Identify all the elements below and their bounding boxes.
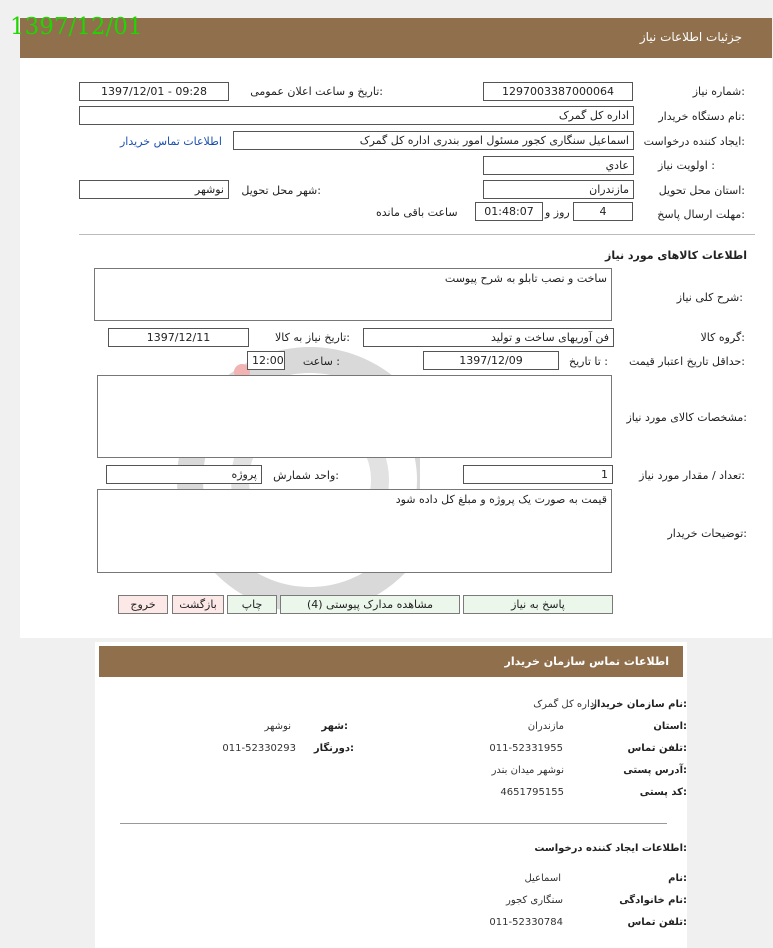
hour-label: ساعت :: [302, 355, 340, 368]
reply-button[interactable]: پاسخ به نیاز: [463, 595, 613, 614]
remaining-word: ساعت باقی مانده: [376, 206, 458, 219]
contact-org-value: اداره کل گمرک: [533, 699, 597, 710]
specs-field: [97, 375, 612, 458]
province-label: استان محل تحویل:: [658, 184, 745, 197]
creator-label: ایجاد کننده درخواست:: [643, 135, 745, 148]
contact-province-value: مازندران: [527, 721, 564, 732]
city-field: نوشهر: [79, 180, 229, 199]
contact-phone-value: 011-52331955: [489, 743, 563, 754]
unit-field: پروژه: [106, 465, 262, 484]
contact-postal-label: کد پستی:: [639, 787, 687, 798]
contact-fax-value: 011-52330293: [222, 743, 296, 754]
contact-card-title: اطلاعات تماس سازمان خریدار: [504, 655, 669, 668]
desc-label: شرح کلی نیاز:: [676, 291, 743, 304]
deadline-label: مهلت ارسال پاسخ:: [657, 208, 745, 221]
hour-field: 12:00: [247, 351, 285, 370]
priority-field: عادي: [483, 156, 634, 175]
province-field: مازندران: [483, 180, 634, 199]
creator-field: اسماعیل سنگاری کجور مسئول امور بندری اداره کل گمرک: [233, 131, 634, 150]
group-field: فن آوریهای ساخت و تولید: [363, 328, 614, 347]
contact-fax-label: دورنگار:: [313, 743, 354, 754]
need-number-label: شماره نیاز:: [692, 85, 745, 98]
contact-card-header: [99, 646, 683, 677]
contact-phone-label: تلفن تماس:: [627, 743, 687, 754]
buyer-notes-field: قیمت به صورت یک پروژه و مبلغ کل داده شود: [97, 489, 612, 573]
buyer-org-field: اداره کل گمرک: [79, 106, 634, 125]
qty-field: 1: [463, 465, 613, 484]
creator-info-title: اطلاعات ایجاد کننده درخواست:: [534, 843, 687, 854]
to-date-label: تا تاریخ :: [569, 355, 608, 368]
creator-family-label: نام خانوادگی:: [619, 895, 687, 906]
need-date-label: تاریخ نیاز به کالا:: [275, 331, 350, 344]
min-price-label: حداقل تاریخ اعتبار قیمت:: [629, 355, 745, 368]
contact-city-value: نوشهر: [264, 721, 291, 732]
unit-label: واحد شمارش:: [273, 469, 339, 482]
contact-postal-value: 4651795155: [500, 787, 564, 798]
creator-name-label: نام:: [668, 873, 687, 884]
creator-name-value: اسماعیل: [524, 873, 561, 884]
deadline-time-field: 01:48:07: [475, 202, 543, 221]
creator-family-value: سنگاری کجور: [505, 895, 563, 906]
need-number-field: 1297003387000064: [483, 82, 633, 101]
contact-divider: [120, 823, 667, 824]
priority-label: اولویت نیاز :: [657, 159, 715, 172]
contact-card: [95, 642, 687, 948]
contact-org-label: نام سازمان خریدار:: [591, 699, 687, 710]
announce-label: تاریخ و ساعت اعلان عمومی:: [250, 85, 383, 98]
announce-field: 1397/12/01 - 09:28: [79, 82, 229, 101]
contact-address-value: نوشهر میدان بندر: [491, 765, 564, 776]
goods-section-title: اطلاعات کالاهای مورد نیاز: [605, 249, 747, 262]
creator-phone-label: تلفن تماس:: [627, 917, 687, 928]
page-title: جزئیات اطلاعات نیاز: [639, 30, 742, 44]
qty-label: تعداد / مقدار مورد نیاز:: [639, 469, 745, 482]
exit-button[interactable]: خروج: [118, 595, 168, 614]
deadline-days-field: 4: [573, 202, 633, 221]
buyer-contact-link[interactable]: اطلاعات تماس خریدار: [120, 135, 222, 148]
date-stamp: 1397/12/01: [10, 14, 143, 40]
buyer-org-label: نام دستگاه خریدار:: [658, 110, 745, 123]
days-word: روز و: [545, 206, 570, 219]
group-label: گروه کالا:: [700, 331, 745, 344]
specs-label: مشخصات کالای مورد نیاز:: [626, 411, 747, 424]
contact-address-label: آدرس پستی:: [623, 765, 687, 776]
divider: [79, 234, 755, 235]
desc-field: ساخت و نصب تابلو به شرح پیوست: [94, 268, 612, 321]
print-button[interactable]: چاپ: [227, 595, 277, 614]
city-label: شهر محل تحویل:: [241, 184, 321, 197]
back-button[interactable]: بازگشت: [172, 595, 224, 614]
contact-city-label: شهر:: [321, 721, 348, 732]
creator-phone-value: 011-52330784: [489, 917, 563, 928]
to-date-field: 1397/12/09: [423, 351, 559, 370]
need-date-field: 1397/12/11: [108, 328, 249, 347]
attachments-button[interactable]: مشاهده مدارک پیوستی (4): [280, 595, 460, 614]
buyer-notes-label: توضیحات خریدار:: [667, 527, 747, 540]
contact-province-label: استان:: [653, 721, 687, 732]
